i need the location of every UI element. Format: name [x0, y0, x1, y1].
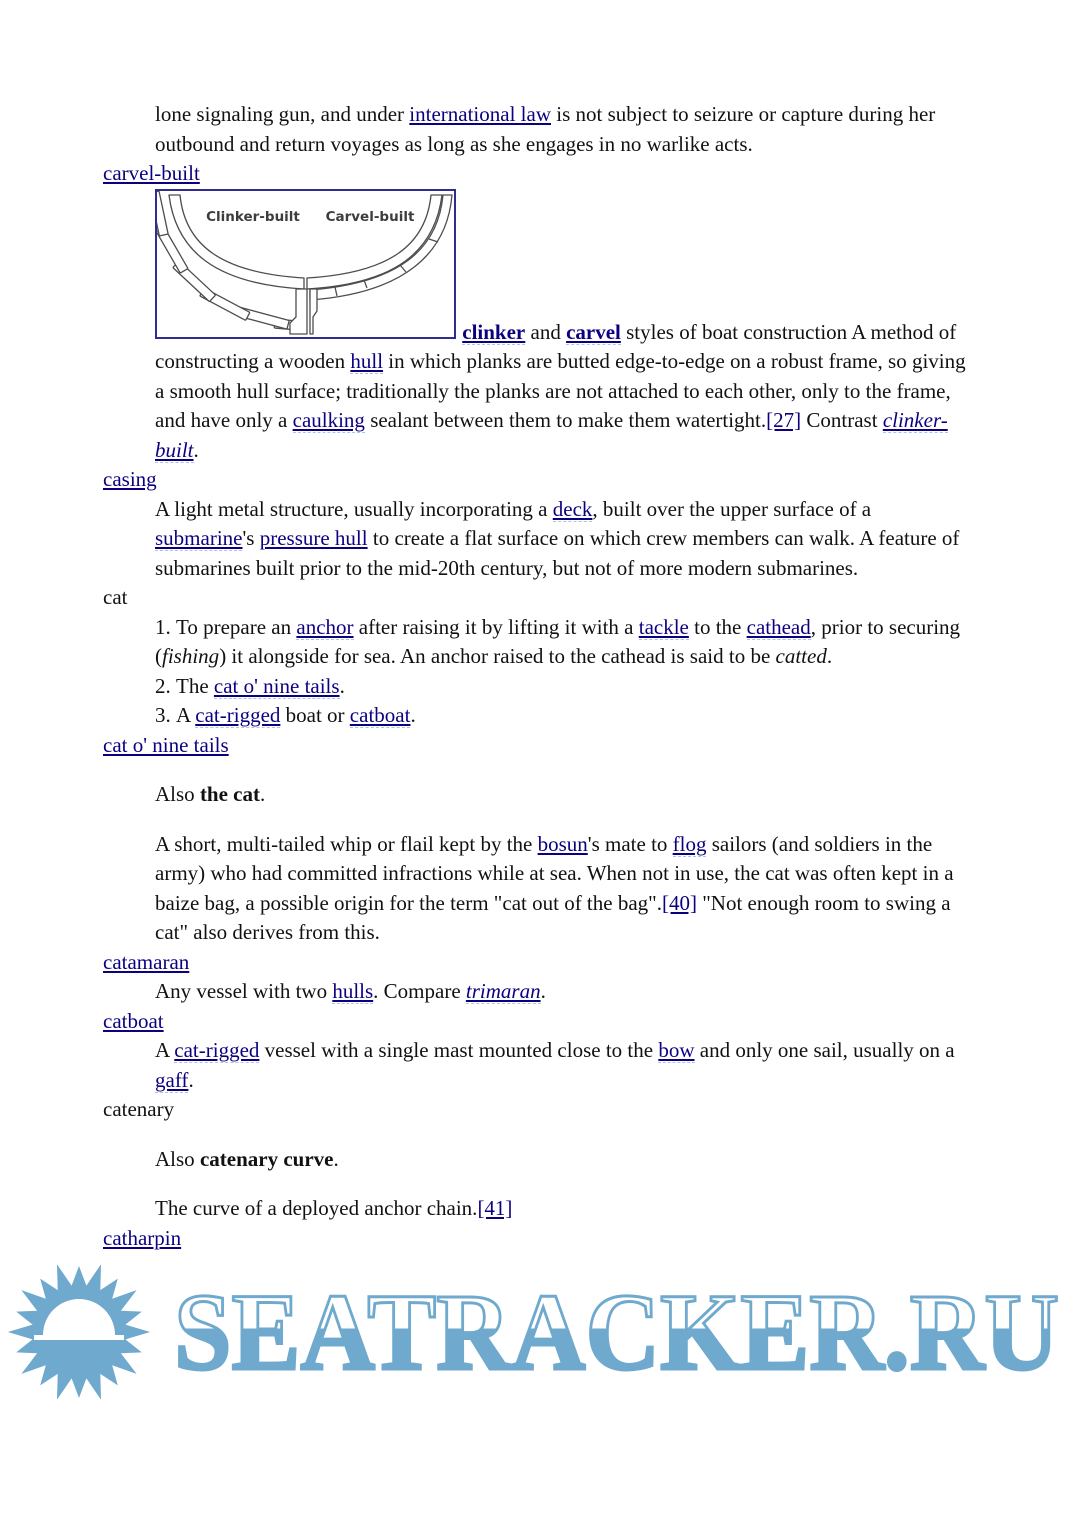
text-run: 's mate to	[587, 831, 673, 856]
text-run: Any vessel with two	[155, 979, 333, 1003]
link-international-law[interactable]: international law	[409, 102, 551, 126]
text-run: .	[339, 673, 345, 698]
text-run: .	[826, 644, 833, 668]
term-casing	[103, 465, 975, 495]
text-run: .	[193, 437, 199, 462]
text-run: sailors (and soldiers in the army) who had committed infractions while at sea. When not in use, the cat was often kept in a baize bag, a possible origin for the term "cat out of the bag".	[155, 831, 954, 915]
italic-run: fishing	[162, 644, 220, 668]
text-run: .	[333, 1146, 339, 1171]
term-link-carvel-built[interactable]: carvel-built	[103, 161, 200, 185]
text-run: A short, multi-tailed whip or flail kept by the	[155, 831, 538, 856]
text-run: after raising it by lifting it with a	[353, 614, 639, 639]
text-run: 's	[242, 526, 260, 550]
link-clinker[interactable]: clinker	[462, 319, 526, 344]
definition-senses-list	[155, 613, 975, 731]
keel-left	[290, 289, 307, 334]
link-pressure-hull[interactable]: pressure hull	[259, 526, 368, 550]
link-41[interactable]: [41]	[477, 1196, 513, 1220]
link-bosun[interactable]: bosun	[537, 831, 588, 856]
definition-sense	[155, 701, 975, 731]
link-40[interactable]: [40]	[661, 890, 697, 915]
keel-right	[310, 289, 317, 334]
link-caulking[interactable]: caulking	[292, 408, 365, 432]
definition-sense	[155, 613, 975, 672]
link-tackle[interactable]: tackle	[638, 614, 689, 639]
link-carvel[interactable]: carvel	[566, 319, 621, 344]
watermark	[0, 1255, 1080, 1412]
term-text-cat: cat	[103, 585, 128, 609]
text-run: boat or	[280, 703, 350, 727]
definition-paragraph	[155, 1036, 975, 1095]
definition	[155, 1036, 975, 1095]
text-run: .	[410, 703, 416, 727]
figure-label-clinker: Clinker-built	[206, 208, 300, 225]
text-run: A light metal structure, usually incorporating a	[155, 496, 553, 521]
definition-paragraph	[155, 830, 975, 948]
text-run: and	[525, 319, 567, 344]
definition	[155, 189, 975, 466]
definition-paragraph	[155, 780, 975, 810]
construction-figure[interactable]	[155, 189, 456, 339]
hull-construction-diagram	[157, 191, 454, 337]
term-link-catboat[interactable]: catboat	[103, 1008, 164, 1033]
definition	[155, 613, 975, 731]
link-submarine[interactable]: submarine	[155, 526, 243, 550]
definition	[155, 1145, 975, 1224]
text-run: vessel with a single mast mounted close to the	[259, 1038, 659, 1062]
link-trimaran[interactable]: trimaran	[465, 979, 541, 1003]
term-cat	[103, 583, 975, 613]
link-gaff[interactable]: gaff	[155, 1067, 189, 1092]
bold-run: catenary curve	[199, 1146, 334, 1171]
term-cat-o-nine-tails	[103, 731, 975, 761]
link-27[interactable]: [27]	[766, 408, 802, 432]
link-cat-rigged[interactable]: cat-rigged	[195, 703, 281, 727]
text-run: , built over the upper surface of a	[592, 496, 872, 521]
definition	[155, 100, 975, 159]
definition-paragraph	[155, 1194, 975, 1224]
term-catharpin	[103, 1224, 975, 1254]
term-link-cat-o-nine-tails[interactable]: cat o' nine tails	[103, 732, 229, 757]
bold-run: the cat	[199, 782, 260, 806]
link-flog[interactable]: flog	[672, 831, 707, 856]
definition	[155, 977, 975, 1007]
link-bow[interactable]: bow	[658, 1038, 695, 1062]
definition-paragraph	[155, 100, 975, 159]
definition-sense	[155, 672, 975, 702]
definition	[155, 780, 975, 948]
glossary-list	[103, 100, 975, 1253]
definition	[155, 495, 975, 584]
term-text-catenary: catenary	[103, 1097, 175, 1121]
text-run: The curve of a deployed anchor chain.	[155, 1196, 478, 1220]
term-catamaran	[103, 948, 975, 978]
link-deck[interactable]: deck	[552, 496, 593, 521]
text-run: Also	[155, 1146, 200, 1171]
text-run: A	[176, 703, 196, 727]
text-run: A	[155, 1038, 175, 1062]
text-run: .	[540, 979, 546, 1003]
text-run: Contrast	[801, 408, 883, 432]
term-link-catharpin[interactable]: catharpin	[103, 1225, 182, 1250]
definition-paragraph	[155, 189, 975, 466]
text-run: Also	[155, 782, 200, 806]
text-run: styles of boat construction A method of constructing a wooden	[155, 319, 957, 373]
link-cat-o-nine-tails[interactable]: cat o' nine tails	[213, 673, 340, 698]
link-clinker-built[interactable]: clinker-built	[155, 408, 948, 462]
figure-label-carvel: Carvel-built	[325, 208, 415, 225]
text-run: in which planks are butted edge-to-edge on a robust frame, so giving a smooth hull surface; traditionally the planks are not attached to each other, only to the frame, and have only a	[155, 349, 966, 432]
watermark-text: SEATRACKER.RU	[174, 1271, 1059, 1393]
link-cathead[interactable]: cathead	[746, 614, 811, 639]
text-run: lone signaling gun, and under	[155, 102, 410, 126]
sun-logo-icon	[4, 1257, 154, 1407]
link-cat-rigged[interactable]: cat-rigged	[174, 1038, 260, 1062]
text-run: ) it alongside for sea. An anchor raised to the cathead is said to be	[219, 644, 776, 668]
definition-paragraph	[155, 495, 975, 584]
definition-paragraph	[155, 977, 975, 1007]
term-catenary	[103, 1095, 975, 1125]
term-link-catamaran[interactable]: catamaran	[103, 949, 190, 974]
text-run: .	[188, 1067, 194, 1092]
text-run: .	[260, 782, 266, 806]
watermark-text-svg	[172, 1269, 1064, 1399]
term-catboat	[103, 1007, 975, 1037]
text-run: and only one sail, usually on a	[694, 1038, 955, 1062]
text-run: . Compare	[373, 979, 466, 1003]
link-anchor[interactable]: anchor	[296, 614, 354, 639]
italic-run: catted	[775, 644, 827, 668]
term-carvel-built	[103, 159, 975, 189]
text-run: "Not enough room to swing a cat" also derives from this.	[155, 890, 951, 944]
link-catboat[interactable]: catboat	[349, 703, 411, 727]
term-link-casing[interactable]: casing	[103, 467, 157, 491]
definition-paragraph	[155, 1145, 975, 1175]
text-run: to the	[688, 614, 747, 639]
sun-horizon	[34, 1335, 124, 1340]
text-run: To prepare an	[176, 614, 297, 639]
text-run: to create a flat surface on which crew members can walk. A feature of submarines built prior to the mid-20th century, but not of more modern submarines.	[155, 526, 960, 580]
text-run: The	[176, 673, 214, 698]
text-run: sealant between them to make them watertight.	[364, 408, 767, 432]
link-hull[interactable]: hull	[350, 349, 384, 373]
text-run: is not subject to seizure or capture during her outbound and return voyages as long as she engages in no warlike acts.	[155, 102, 936, 156]
link-hulls[interactable]: hulls	[332, 979, 374, 1003]
text-run: , prior to securing (	[155, 614, 961, 668]
